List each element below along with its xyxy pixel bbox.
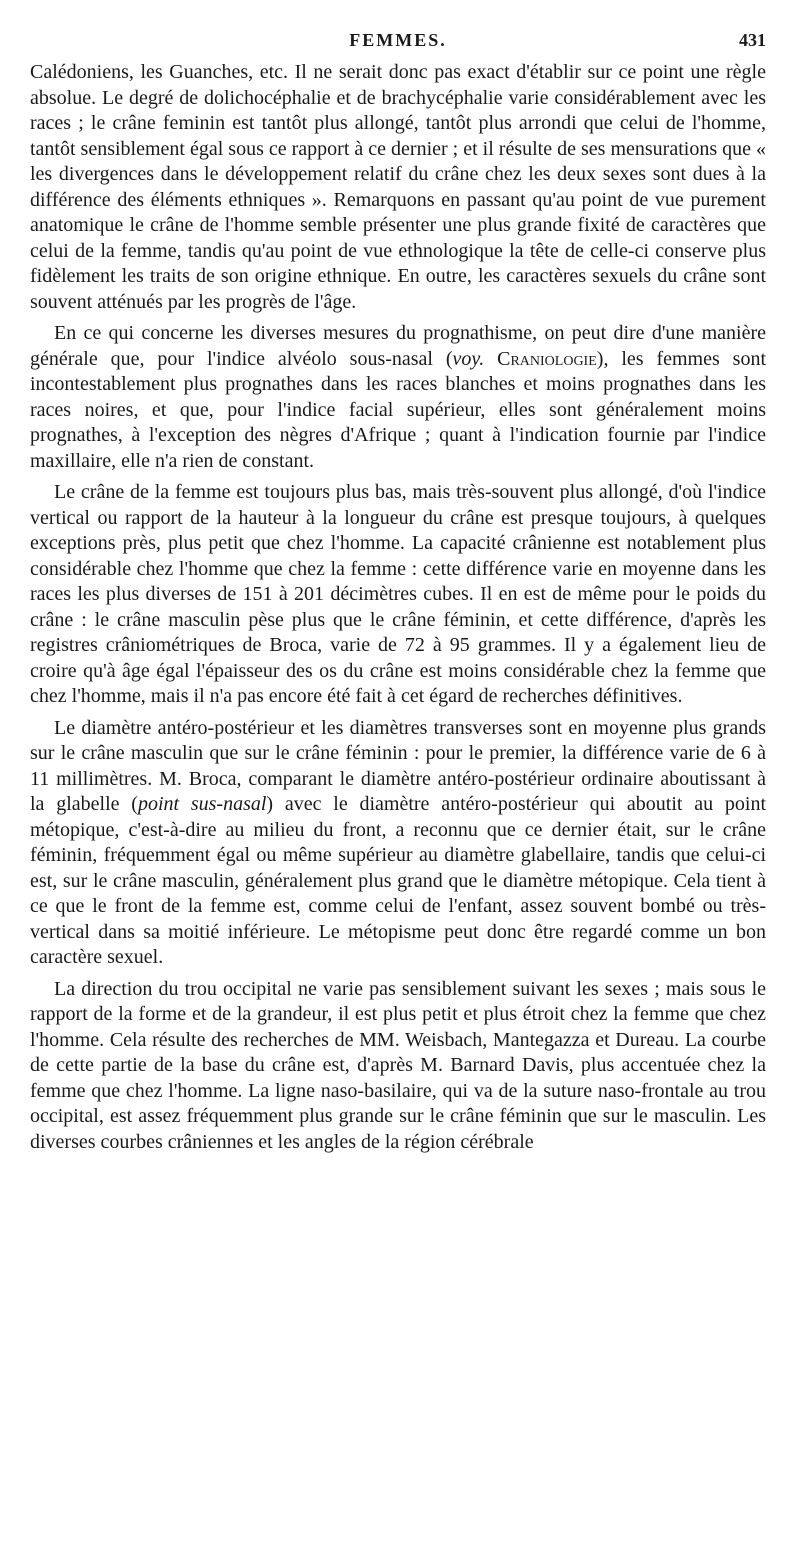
paragraph-2 — [30, 321, 766, 474]
paragraph-4-before: Le diamètre antéro-postérieur et les diamètres transverses sont en moyenne plus grands sur le crâne masculin que sur le crâne féminin : pour le premier, la différence varie de 6 à 11 millimètres. M. Broca, comparant le diamètre antéro-postérieur ordinaire aboutissant à la glabelle ( — [30, 716, 766, 815]
paragraph-5: La direction du trou occipital ne varie pas sensiblement suivant les sexes ; mais sous le rapport de la forme et de la grandeur, il est plus petit et plus étroit chez la femme que chez l'homme. Cela résulte des recherches de MM. Weisbach, Mantegazza et Dureau. La courbe de cette partie de la base du crâne est, d'après M. Barnard Davis, plus accentuée chez la femme que chez l'homme. La ligne naso-basilaire, qui va de la suture naso-frontale au trou occipital, est assez fréquemment plus grande sur le crâne féminin que sur le masculin. Les diverses courbes crâniennes et les angles de la région cérébrale — [30, 977, 766, 1153]
page-header — [30, 30, 766, 56]
paragraph-2-before: En ce qui concerne les diverses mesures du prognathisme, on peut dire d'une manière générale que, pour l'indice alvéolo sous-nasal ( — [30, 322, 766, 370]
paragraph-4-after: ) avec le diamètre antéro-postérieur qui aboutit au point métopique, c'est-à-dire au milieu du front, a reconnu que ce dernier était, sur le crâne féminin, fréquemment égal ou même supérieur au diamètre glabellaire, tandis que celui-ci est, sur le crâne masculin, généralement plus grand que le diamètre métopique. Cela tient à ce que le front de la femme est, comme celui de l'enfant, assez souvent bombé ou très-vertical dans sa moitié inférieure. Le métopisme peut donc être regardé comme un bon caractère sexuel. — [30, 793, 766, 968]
body-text — [30, 60, 766, 1161]
paragraph-4 — [30, 716, 766, 971]
italic-term: point sus-nasal — [137, 793, 267, 815]
paragraph-1: Calédoniens, les Guanches, etc. Il ne serait donc pas exact d'établir sur ce point une règle absolue. Le degré de dolichocéphalie et de brachycéphalie varie considérablement avec les races ; le crâne feminin est tantôt plus allongé, tantôt plus arrondi que celui de l'homme, tantôt sensiblement égal sous ce rapport à ce dernier ; et il résulte de ses mensurations que « les divergences dans le développement relatif du crâne chez les deux sexes sont dues à la différence des éléments ethniques ». Remarquons en passant qu'au point de vue purement anatomique le crâne de l'homme semble présenter une plus grande fixité de caractères que celui de la femme, tandis qu'au point de vue ethnologique la tête de celle-ci conserve plus fidèlement les traits de son origine ethnique. En outre, les caractères sexuels du crâne sont souvent atténués par les progrès de l'âge. — [30, 61, 766, 313]
page-number: 431 — [739, 30, 766, 50]
voy-abbreviation: voy. — [452, 347, 485, 370]
paragraph-2-after: ), les femmes sont incontestablement plus prognathes dans les races blanches et moins prognathes dans les races noires, et que, pour l'indice facial supérieur, elles sont généralement moins prognathes, à l'exception des nègres d'Afrique ; quant à l'indication fournie par l'indice maxillaire, elle n'a rien de constant. — [30, 347, 767, 472]
running-head: FEMMES. — [349, 30, 447, 50]
cross-reference: Craniologie — [497, 347, 597, 370]
paragraph-3: Le crâne de la femme est toujours plus bas, mais très-souvent plus allongé, d'où l'indice vertical ou rapport de la hauteur à la longueur du crâne est presque toujours, à quelques exceptions près, plus petit que chez l'homme. La capacité crânienne est notablement plus considérable chez l'homme que chez la femme : cette différence varie en moyenne dans les races les plus diverses de 151 à 201 décimètres cubes. Il en est de même pour le poids du crâne : le crâne masculin pèse plus que le crâne féminin, et cette différence, d'après les registres crâniométriques de Broca, varie de 72 à 95 grammes. Il y a également lieu de croire qu'à âge égal l'épaisseur des os du crâne est moins considérable chez la femme que chez l'homme, mais il n'a pas encore été fait à cet égard de recherches définitives. — [30, 481, 766, 707]
